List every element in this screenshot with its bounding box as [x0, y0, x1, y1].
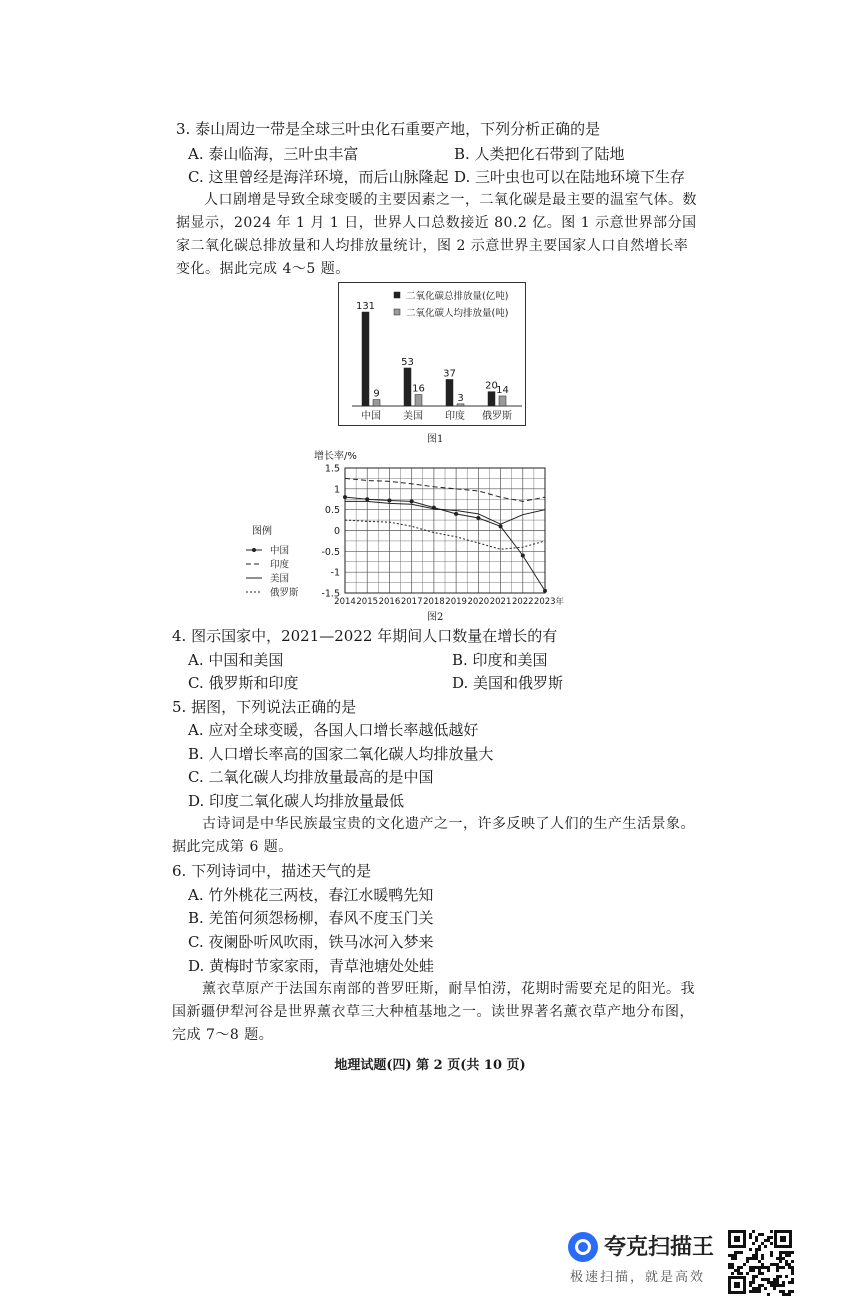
x-tick-label: 2018: [423, 597, 445, 607]
bar-value-label: 37: [443, 368, 456, 380]
q5-stem: 5. 据图，下列说法正确的是: [172, 698, 357, 716]
y-tick-label: 1: [333, 484, 340, 496]
q3-option-d: D. 三叶虫也可以在陆地环境下生存: [454, 168, 686, 186]
x-tick-label: 2015: [356, 597, 379, 607]
legend-swatch: [394, 309, 400, 315]
bar-total-1: [404, 368, 411, 406]
legend-label: 印度: [270, 559, 290, 571]
bar-value-label: 9: [373, 388, 380, 400]
y-tick-label: -1.5: [321, 588, 340, 600]
x-tick-label: 2014: [334, 597, 356, 607]
series-point: [454, 512, 458, 516]
q4-option-d: D. 美国和俄罗斯: [452, 674, 564, 692]
category-label: 俄罗斯: [482, 411, 512, 422]
q5-option-b: B. 人口增长率高的国家二氧化碳人均排放量大: [188, 745, 494, 763]
series-point: [365, 497, 369, 501]
q6-option-d: D. 黄梅时节家家雨，青草池塘处处蛙: [188, 957, 435, 975]
x-tick-label: 2017: [400, 597, 423, 607]
y-tick-label: 1.5: [324, 463, 340, 475]
legend-marker: [252, 548, 256, 552]
figure2-legend-title: 图例: [252, 526, 272, 537]
bar-total-2: [446, 379, 453, 406]
bar-value-label: 3: [457, 392, 464, 404]
legend-label: 二氧化碳人均排放量(吨): [406, 308, 509, 319]
bar-value-label: 20: [485, 380, 498, 392]
y-tick-label: -0.5: [321, 546, 340, 558]
bar-per-capita-1: [415, 395, 422, 406]
q3-option-a: A. 泰山临海，三叶虫丰富: [188, 145, 359, 163]
series-point: [387, 499, 391, 503]
q5-option-d: D. 印度二氧化碳人均排放量最低: [188, 792, 405, 810]
q3-option-b: B. 人类把化石带到了陆地: [454, 145, 625, 163]
q5-option-a: A. 应对全球变暖，各国人口增长率越低越好: [188, 721, 479, 739]
figure1-bar-chart: [338, 282, 526, 428]
series-point: [343, 495, 347, 499]
q3-stem: 3. 泰山周边一带是全球三叶虫化石重要产地，下列分析正确的是: [176, 120, 601, 138]
scanner-slogan: 极速扫描，就是高效: [570, 1270, 706, 1285]
bar-per-capita-0: [373, 400, 380, 406]
y-tick-label: -1: [330, 567, 340, 579]
bar-total-0: [362, 312, 369, 406]
x-tick-label: 2019: [445, 597, 467, 607]
y-tick-label: 0: [333, 526, 340, 537]
figure2-ylabel: 增长率/%: [314, 451, 357, 462]
y-tick-label: 0.5: [324, 505, 340, 517]
q4-option-a: A. 中国和美国: [188, 651, 284, 669]
passage-lavender: 薰衣草原产于法国东南部的普罗旺斯，耐旱怕涝，花期时需要充足的阳光。我国新疆伊犁河谷是世界薰衣草三大种植基地之一。读世界著名薰衣草产地分布图，完成 7～8 题。: [172, 981, 695, 1043]
series-point: [476, 516, 480, 520]
passage-population: 人口剧增是导致全球变暖的主要因素之一，二氧化碳是最主要的温室气体。数据显示，2024 年 1 月 1 日，世界人口总数接近 80.2 亿。图 1 示意世界部分国家二氧化碳总排放量和人均排放量统计，图 2 示意世界主要国家人口自然增长率变化。据此完成 4～5 题。: [176, 192, 697, 277]
q6-option-a: A. 竹外桃花三两枝，春江水暖鸭先知: [188, 886, 434, 904]
bar-value-label: 53: [401, 356, 414, 368]
q5-option-c: C. 二氧化碳人均排放量最高的是中国: [188, 768, 434, 786]
q6-option-c: C. 夜阑卧听风吹雨，铁马冰河入梦来: [188, 933, 434, 951]
figure2-caption: 图2: [427, 612, 444, 623]
bar-value-label: 131: [355, 301, 376, 312]
figure2-line-chart: [240, 448, 580, 608]
x-tick-label: 2022: [511, 597, 534, 607]
series-point: [521, 554, 525, 558]
series-point: [499, 524, 503, 528]
category-label: 印度: [445, 411, 465, 422]
bar-total-3: [488, 392, 495, 406]
scanner-logo-icon: [568, 1232, 598, 1262]
category-label: 中国: [361, 411, 381, 422]
series-point: [410, 499, 414, 503]
scanner-brand-name: 夸克扫描王: [604, 1235, 715, 1260]
x-tick-label: 2023年: [533, 597, 565, 607]
bar-value-label: 14: [496, 384, 509, 396]
category-label: 美国: [403, 411, 423, 422]
q4-option-c: C. 俄罗斯和印度: [188, 674, 299, 692]
bar-value-label: 16: [412, 383, 425, 395]
legend-label: 俄罗斯: [270, 587, 299, 599]
legend-label: 美国: [270, 573, 290, 585]
legend-label: 中国: [270, 545, 290, 557]
page-footer: 地理试题(四) 第 2 页(共 10 页): [334, 1058, 526, 1073]
legend-swatch: [394, 292, 400, 298]
bar-per-capita-2: [457, 404, 464, 406]
qr-code-icon: [726, 1228, 794, 1296]
q3-option-c: C. 这里曾经是海洋环境，而后山脉隆起: [188, 168, 449, 186]
q6-stem: 6. 下列诗词中，描述天气的是: [172, 862, 372, 880]
x-tick-label: 2020: [467, 597, 490, 607]
q6-option-b: B. 羌笛何须怨杨柳，春风不度玉门关: [188, 909, 434, 927]
figure1-caption: 图1: [427, 434, 444, 445]
passage-poetry: 古诗词是中华民族最宝贵的文化遗产之一，许多反映了人们的生产生活景象。据此完成第 6 题。: [172, 816, 695, 855]
x-tick-label: 2016: [378, 597, 401, 607]
series-point: [543, 589, 547, 593]
q4-option-b: B. 印度和美国: [452, 651, 548, 669]
x-tick-label: 2021: [489, 597, 512, 607]
q4-stem: 4. 图示国家中，2021—2022 年期间人口数量在增长的有: [172, 627, 558, 645]
bar-per-capita-3: [499, 396, 506, 406]
legend-label: 二氧化碳总排放量(亿吨): [406, 291, 509, 302]
